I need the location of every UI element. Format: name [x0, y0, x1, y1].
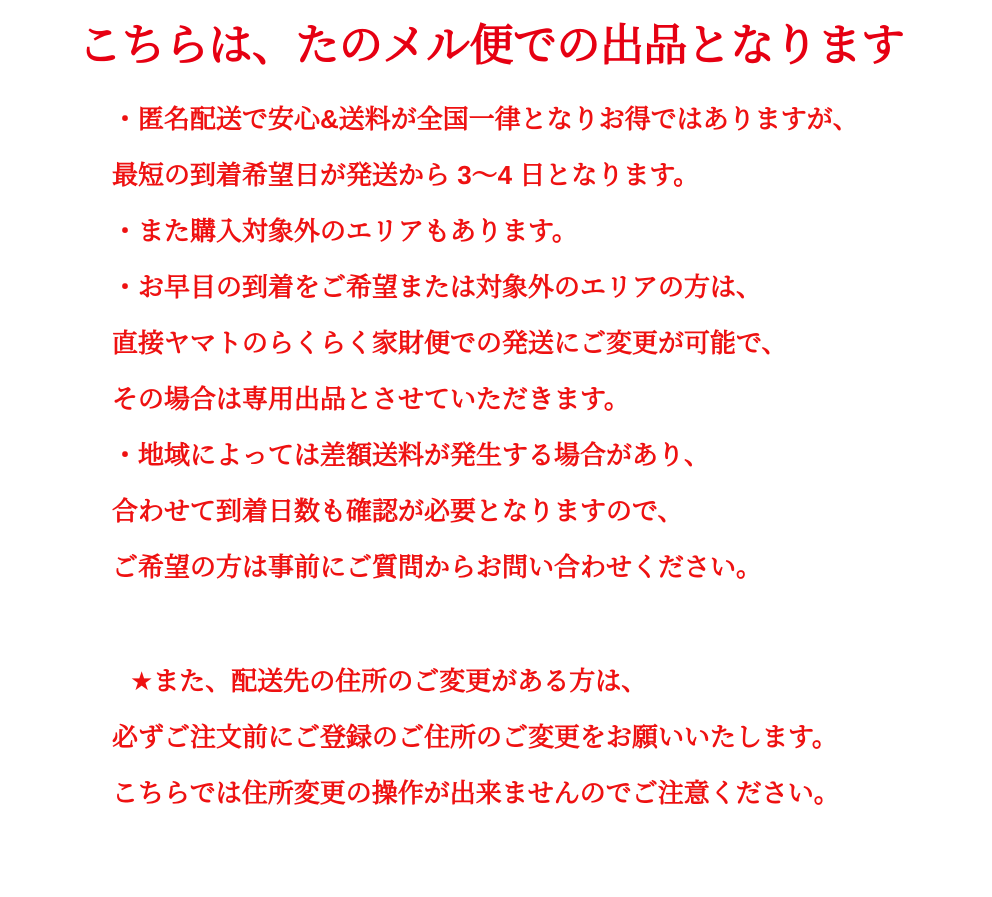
- notice-line: [112, 595, 952, 653]
- notice-line: ご希望の方は事前にご質問からお問い合わせください。: [112, 552, 763, 582]
- notice-line: 最短の到着希望日が発送から 3〜4 日となります。: [112, 160, 700, 190]
- notice-line: 直接ヤマトのらくらく家財便での発送にご変更が可能で、: [112, 328, 788, 358]
- notice-body: [40, 91, 952, 821]
- notice-line: ・地域によっては差額送料が発生する場合があり、: [112, 440, 711, 470]
- notice-line: ・また購入対象外のエリアもあります。: [112, 216, 578, 246]
- notice-line: ★また、配送先の住所のご変更がある方は、: [130, 666, 648, 696]
- notice-line: こちらでは住所変更の操作が出来ませんのでご注意ください。: [112, 778, 840, 808]
- page-title: こちらは、たのメル便での出品となります: [78, 21, 905, 70]
- notice-line: ・お早目の到着をご希望または対象外のエリアの方は、: [112, 272, 763, 302]
- notice-line: 合わせて到着日数も確認が必要となりますので、: [112, 496, 684, 526]
- notice-line: 必ずご注文前にご登録のご住所のご変更をお願いいたします。: [112, 722, 838, 752]
- notice-line: ・匿名配送で安心&送料が全国一律となりお得ではありますが、: [112, 104, 859, 134]
- notice-line: その場合は専用出品とさせていただきます。: [112, 384, 630, 414]
